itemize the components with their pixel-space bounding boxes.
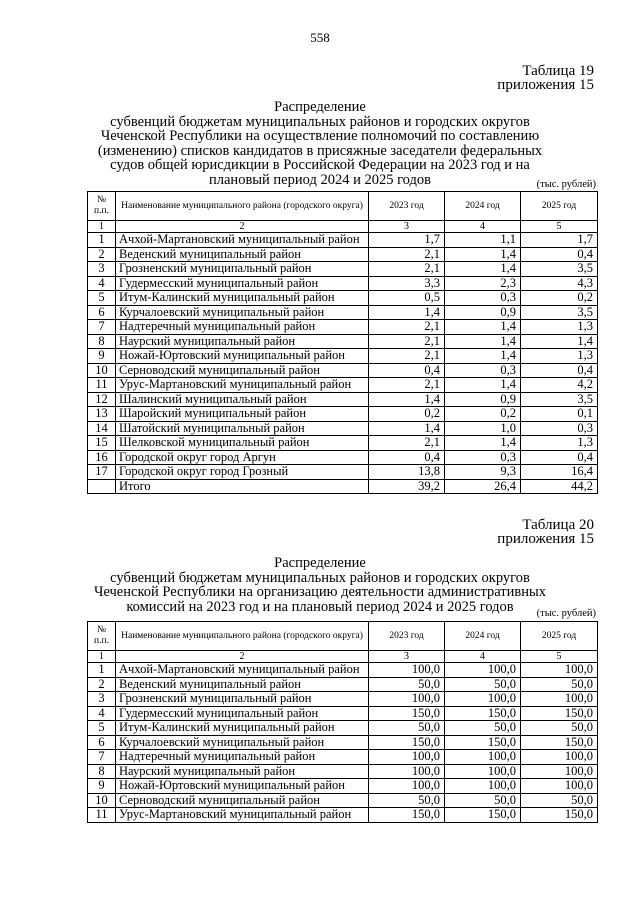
column-number: 5 bbox=[521, 221, 598, 233]
column-header-no: № п.п. bbox=[88, 622, 116, 651]
amount-2024: 0,3 bbox=[445, 291, 521, 306]
amount-2025: 4,2 bbox=[521, 378, 598, 393]
row-number: 3 bbox=[88, 262, 116, 277]
table-row bbox=[88, 436, 598, 451]
table-row bbox=[88, 721, 598, 736]
amount-2025: 3,5 bbox=[521, 392, 598, 407]
row-number: 5 bbox=[88, 721, 116, 736]
table-19-appendix: приложения 15 bbox=[497, 77, 594, 93]
column-number: 4 bbox=[445, 651, 521, 663]
amount-2023: 2,1 bbox=[369, 378, 445, 393]
district-name: Курчалоевский муниципальный район bbox=[116, 735, 369, 750]
amount-2025: 0,4 bbox=[521, 450, 598, 465]
title-line: Распределение bbox=[274, 555, 366, 571]
amount-2023: 2,1 bbox=[369, 320, 445, 335]
title-line: (изменению) списков кандидатов в присяжные заседатели федеральных bbox=[97, 142, 543, 159]
column-number: 5 bbox=[521, 651, 598, 663]
column-header-no: № п.п. bbox=[88, 192, 116, 221]
district-name: Урус-Мартановский муниципальный район bbox=[116, 808, 369, 823]
amount-2025: 150,0 bbox=[521, 808, 598, 823]
amount-2025: 3,5 bbox=[521, 305, 598, 320]
table-row bbox=[88, 392, 598, 407]
amount-2025: 100,0 bbox=[521, 663, 598, 678]
amount-2025: 16,4 bbox=[521, 465, 598, 480]
amount-2023: 2,1 bbox=[369, 349, 445, 364]
column-number: 2 bbox=[116, 651, 369, 663]
district-name: Городской округ город Грозный bbox=[116, 465, 369, 480]
amount-2025: 1,3 bbox=[521, 349, 598, 364]
district-name: Грозненский муниципальный район bbox=[116, 262, 369, 277]
amount-2025: 1,3 bbox=[521, 436, 598, 451]
table-row bbox=[88, 677, 598, 692]
district-name: Итого bbox=[116, 479, 369, 494]
amount-2024: 100,0 bbox=[445, 663, 521, 678]
amount-2024: 150,0 bbox=[445, 808, 521, 823]
row-number: 2 bbox=[88, 677, 116, 692]
table-19-reference bbox=[497, 64, 594, 92]
amount-2024: 1,4 bbox=[445, 320, 521, 335]
table-row bbox=[88, 407, 598, 422]
amount-2024: 1,1 bbox=[445, 233, 521, 248]
column-number-row bbox=[88, 221, 598, 233]
amount-2025: 100,0 bbox=[521, 692, 598, 707]
amount-2025: 1,4 bbox=[521, 334, 598, 349]
amount-2024: 26,4 bbox=[445, 479, 521, 494]
amount-2024: 1,0 bbox=[445, 421, 521, 436]
amount-2025: 0,2 bbox=[521, 291, 598, 306]
amount-2025: 1,7 bbox=[521, 233, 598, 248]
amount-2023: 1,4 bbox=[369, 305, 445, 320]
table-19-title bbox=[80, 100, 560, 187]
column-header-y2025: 2025 год bbox=[521, 622, 598, 651]
row-number: 15 bbox=[88, 436, 116, 451]
column-number: 4 bbox=[445, 221, 521, 233]
page-number: 558 bbox=[310, 30, 330, 45]
amount-2023: 150,0 bbox=[369, 808, 445, 823]
district-name: Ачхой-Мартановский муниципальный район bbox=[116, 663, 369, 678]
title-line: субвенций бюджетам муниципальных районов и городских округов bbox=[110, 113, 530, 130]
district-name: Серноводский муниципальный район bbox=[116, 793, 369, 808]
amount-2025: 3,5 bbox=[521, 262, 598, 277]
table-19-unit: (тыс. рублей) bbox=[536, 179, 596, 190]
district-name: Ножай-Юртовский муниципальный район bbox=[116, 349, 369, 364]
column-number: 1 bbox=[88, 221, 116, 233]
district-name: Городской округ город Аргун bbox=[116, 450, 369, 465]
table-row bbox=[88, 291, 598, 306]
amount-2025: 4,3 bbox=[521, 276, 598, 291]
district-name: Итум-Калинский муниципальный район bbox=[116, 721, 369, 736]
amount-2025: 0,3 bbox=[521, 421, 598, 436]
amount-2023: 13,8 bbox=[369, 465, 445, 480]
row-number: 9 bbox=[88, 349, 116, 364]
amount-2024: 100,0 bbox=[445, 764, 521, 779]
table-row bbox=[88, 363, 598, 378]
district-name: Шаройский муниципальный район bbox=[116, 407, 369, 422]
district-name: Наурский муниципальный район bbox=[116, 334, 369, 349]
amount-2024: 1,4 bbox=[445, 262, 521, 277]
amount-2024: 50,0 bbox=[445, 793, 521, 808]
district-name: Надтеречный муниципальный район bbox=[116, 750, 369, 765]
table-19-label: Таблица 19 bbox=[522, 63, 594, 79]
table-row bbox=[88, 450, 598, 465]
table-row bbox=[88, 706, 598, 721]
amount-2024: 1,4 bbox=[445, 378, 521, 393]
table-row bbox=[88, 378, 598, 393]
row-number: 2 bbox=[88, 247, 116, 262]
amount-2025: 0,4 bbox=[521, 363, 598, 378]
amount-2023: 0,2 bbox=[369, 407, 445, 422]
row-number: 6 bbox=[88, 735, 116, 750]
amount-2023: 2,1 bbox=[369, 334, 445, 349]
row-number: 3 bbox=[88, 692, 116, 707]
amount-2025: 50,0 bbox=[521, 793, 598, 808]
amount-2024: 0,9 bbox=[445, 392, 521, 407]
column-number-row bbox=[88, 651, 598, 663]
district-name: Итум-Калинский муниципальный район bbox=[116, 291, 369, 306]
row-number: 9 bbox=[88, 779, 116, 794]
district-name: Гудермесский муниципальный район bbox=[116, 276, 369, 291]
column-header-name: Наименование муниципального района (городского округа) bbox=[116, 192, 369, 221]
table-row bbox=[88, 247, 598, 262]
table-row bbox=[88, 233, 598, 248]
amount-2023: 50,0 bbox=[369, 677, 445, 692]
table-row bbox=[88, 305, 598, 320]
amount-2025: 50,0 bbox=[521, 721, 598, 736]
row-number: 17 bbox=[88, 465, 116, 480]
title-line: субвенций бюджетам муниципальных районов и городских округов bbox=[110, 569, 530, 586]
table-row bbox=[88, 750, 598, 765]
amount-2023: 2,1 bbox=[369, 247, 445, 262]
amount-2025: 1,3 bbox=[521, 320, 598, 335]
amount-2023: 100,0 bbox=[369, 750, 445, 765]
amount-2025: 100,0 bbox=[521, 764, 598, 779]
table-19 bbox=[87, 191, 598, 494]
row-number: 10 bbox=[88, 363, 116, 378]
amount-2024: 0,3 bbox=[445, 363, 521, 378]
amount-2024: 2,3 bbox=[445, 276, 521, 291]
district-name: Ножай-Юртовский муниципальный район bbox=[116, 779, 369, 794]
row-number: 8 bbox=[88, 764, 116, 779]
table-20-reference bbox=[497, 518, 594, 546]
amount-2024: 1,4 bbox=[445, 334, 521, 349]
column-number: 3 bbox=[369, 221, 445, 233]
amount-2024: 0,9 bbox=[445, 305, 521, 320]
district-name: Грозненский муниципальный район bbox=[116, 692, 369, 707]
district-name: Веденский муниципальный район bbox=[116, 247, 369, 262]
row-number: 1 bbox=[88, 233, 116, 248]
title-line: комиссий на 2023 год и на плановый период 2024 и 2025 годов bbox=[126, 598, 514, 615]
amount-2023: 100,0 bbox=[369, 692, 445, 707]
column-number: 3 bbox=[369, 651, 445, 663]
column-header-name: Наименование муниципального района (городского округа) bbox=[116, 622, 369, 651]
amount-2023: 1,7 bbox=[369, 233, 445, 248]
table-20-appendix: приложения 15 bbox=[497, 531, 594, 547]
column-header-y2023: 2023 год bbox=[369, 622, 445, 651]
amount-2023: 50,0 bbox=[369, 721, 445, 736]
table-20 bbox=[87, 621, 598, 823]
table-row bbox=[88, 465, 598, 480]
column-header-y2023: 2023 год bbox=[369, 192, 445, 221]
amount-2023: 50,0 bbox=[369, 793, 445, 808]
row-number: 16 bbox=[88, 450, 116, 465]
row-number: 11 bbox=[88, 808, 116, 823]
table-row bbox=[88, 276, 598, 291]
amount-2023: 1,4 bbox=[369, 392, 445, 407]
amount-2024: 50,0 bbox=[445, 677, 521, 692]
district-name: Надтеречный муниципальный район bbox=[116, 320, 369, 335]
table-row bbox=[88, 808, 598, 823]
row-number: 13 bbox=[88, 407, 116, 422]
amount-2023: 2,1 bbox=[369, 436, 445, 451]
row-number: 6 bbox=[88, 305, 116, 320]
amount-2023: 0,4 bbox=[369, 363, 445, 378]
title-line: судов общей юрисдикции в Российской Федерации на 2023 год и на bbox=[110, 157, 530, 173]
amount-2023: 39,2 bbox=[369, 479, 445, 494]
amount-2024: 1,4 bbox=[445, 349, 521, 364]
amount-2024: 150,0 bbox=[445, 735, 521, 750]
district-name: Курчалоевский муниципальный район bbox=[116, 305, 369, 320]
title-line: Распределение bbox=[274, 99, 366, 115]
district-name: Шелковской муниципальный район bbox=[116, 436, 369, 451]
table-20-label: Таблица 20 bbox=[522, 517, 594, 533]
row-number: 8 bbox=[88, 334, 116, 349]
amount-2024: 9,3 bbox=[445, 465, 521, 480]
district-name: Шалинский муниципальный район bbox=[116, 392, 369, 407]
table-row bbox=[88, 349, 598, 364]
amount-2023: 100,0 bbox=[369, 663, 445, 678]
header-row bbox=[88, 192, 598, 221]
amount-2023: 100,0 bbox=[369, 764, 445, 779]
row-number: 5 bbox=[88, 291, 116, 306]
row-number: 1 bbox=[88, 663, 116, 678]
amount-2024: 1,4 bbox=[445, 436, 521, 451]
amount-2023: 0,5 bbox=[369, 291, 445, 306]
amount-2023: 1,4 bbox=[369, 421, 445, 436]
amount-2024: 100,0 bbox=[445, 692, 521, 707]
amount-2024: 50,0 bbox=[445, 721, 521, 736]
total-row bbox=[88, 479, 598, 494]
title-line: Чеченской Республики на организацию деятельности административных bbox=[94, 584, 546, 600]
amount-2024: 150,0 bbox=[445, 706, 521, 721]
column-number: 1 bbox=[88, 651, 116, 663]
table-20-title bbox=[80, 556, 560, 614]
table-row bbox=[88, 764, 598, 779]
column-header-y2024: 2024 год bbox=[445, 622, 521, 651]
amount-2025: 50,0 bbox=[521, 677, 598, 692]
amount-2025: 44,2 bbox=[521, 479, 598, 494]
table-row bbox=[88, 779, 598, 794]
table-row bbox=[88, 320, 598, 335]
district-name: Ачхой-Мартановский муниципальный район bbox=[116, 233, 369, 248]
column-header-y2025: 2025 год bbox=[521, 192, 598, 221]
amount-2024: 0,2 bbox=[445, 407, 521, 422]
district-name: Наурский муниципальный район bbox=[116, 764, 369, 779]
column-number: 2 bbox=[116, 221, 369, 233]
title-line: плановый период 2024 и 2025 годов bbox=[209, 171, 431, 188]
amount-2023: 3,3 bbox=[369, 276, 445, 291]
row-number: 14 bbox=[88, 421, 116, 436]
row-number: 4 bbox=[88, 706, 116, 721]
amount-2023: 2,1 bbox=[369, 262, 445, 277]
row-number bbox=[88, 479, 116, 494]
table-row bbox=[88, 793, 598, 808]
amount-2024: 0,3 bbox=[445, 450, 521, 465]
row-number: 7 bbox=[88, 320, 116, 335]
district-name: Гудермесский муниципальный район bbox=[116, 706, 369, 721]
header-row bbox=[88, 622, 598, 651]
district-name: Веденский муниципальный район bbox=[116, 677, 369, 692]
amount-2024: 100,0 bbox=[445, 750, 521, 765]
district-name: Серноводский муниципальный район bbox=[116, 363, 369, 378]
district-name: Урус-Мартановский муниципальный район bbox=[116, 378, 369, 393]
column-header-y2024: 2024 год bbox=[445, 192, 521, 221]
table-row bbox=[88, 334, 598, 349]
amount-2024: 100,0 bbox=[445, 779, 521, 794]
district-name: Шатойский муниципальный район bbox=[116, 421, 369, 436]
table-row bbox=[88, 663, 598, 678]
amount-2025: 100,0 bbox=[521, 779, 598, 794]
amount-2025: 100,0 bbox=[521, 750, 598, 765]
amount-2025: 0,4 bbox=[521, 247, 598, 262]
table-row bbox=[88, 692, 598, 707]
row-number: 4 bbox=[88, 276, 116, 291]
row-number: 7 bbox=[88, 750, 116, 765]
table-row bbox=[88, 735, 598, 750]
table-row bbox=[88, 262, 598, 277]
amount-2023: 150,0 bbox=[369, 706, 445, 721]
table-20-unit: (тыс. рублей) bbox=[536, 608, 596, 619]
table-row bbox=[88, 421, 598, 436]
row-number: 10 bbox=[88, 793, 116, 808]
title-line: Чеченской Республики на осуществление полномочий по составлению bbox=[100, 128, 540, 144]
amount-2023: 0,4 bbox=[369, 450, 445, 465]
amount-2025: 150,0 bbox=[521, 706, 598, 721]
row-number: 11 bbox=[88, 378, 116, 393]
amount-2025: 0,1 bbox=[521, 407, 598, 422]
amount-2024: 1,4 bbox=[445, 247, 521, 262]
amount-2025: 150,0 bbox=[521, 735, 598, 750]
amount-2023: 100,0 bbox=[369, 779, 445, 794]
amount-2023: 150,0 bbox=[369, 735, 445, 750]
row-number: 12 bbox=[88, 392, 116, 407]
